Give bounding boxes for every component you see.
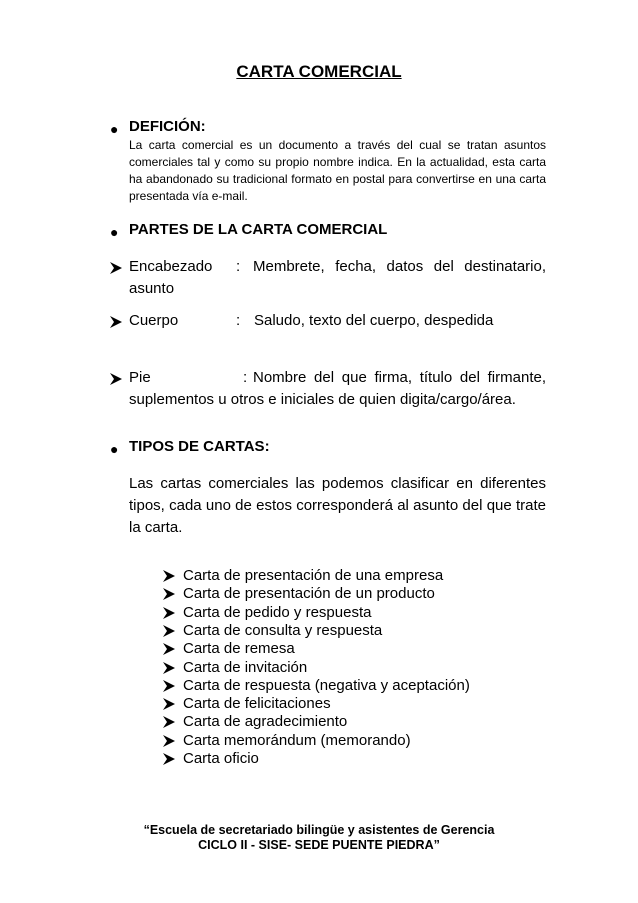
arrow-bullet-icon — [163, 625, 175, 637]
arrow-bullet-icon — [110, 262, 122, 274]
arrow-bullet-icon — [163, 570, 175, 582]
tipo-label: Carta de presentación de una empresa — [183, 567, 444, 584]
tipo-label: Carta de felicitaciones — [183, 695, 331, 713]
footer-line1: “Escuela de secretariado bilingüe y asistentes de Gerencia — [143, 823, 495, 837]
parte-cuerpo-label: Cuerpo — [129, 312, 179, 329]
arrow-bullet-icon — [163, 662, 175, 674]
parte-encabezado-sep: : — [236, 258, 241, 275]
footer-line2: CICLO II - SISE- SEDE PUENTE PIEDRA” — [198, 838, 440, 852]
bullet-dot: ● — [110, 224, 119, 240]
page-title: CARTA COMERCIAL — [236, 62, 402, 81]
tipos-heading: TIPOS DE CARTAS: — [129, 438, 270, 455]
bullet-dot: ● — [110, 441, 119, 457]
arrow-bullet-icon — [163, 753, 175, 765]
tipos-intro: Las cartas comerciales las podemos clasificar en diferentes tipos, cada uno de estos corresponderá al asunto del que trate la carta. — [129, 475, 546, 536]
tipo-label: Carta de invitación — [183, 658, 308, 676]
arrow-bullet-icon — [163, 735, 175, 747]
arrow-bullet-icon — [110, 373, 122, 385]
arrow-bullet-icon — [163, 643, 175, 655]
tipo-label: Carta de pedido y respuesta — [183, 603, 372, 621]
parte-pie-sep: : — [243, 369, 248, 386]
partes-heading: PARTES DE LA CARTA COMERCIAL — [129, 221, 388, 238]
arrow-bullet-icon — [163, 698, 175, 710]
definicion-text: La carta comercial es un documento a través del cual se tratan asuntos comerciales tal y como su propio nombre indica. En la actualidad, esta carta ha abandonado su tradicional formato en postal para convertirse en una carta presentada vía e-mail. — [129, 138, 546, 203]
definicion-heading: DEFICIÓN: — [129, 118, 206, 135]
parte-cuerpo-desc: Saludo, texto del cuerpo, despedida — [254, 312, 494, 329]
arrow-bullet-icon — [110, 316, 122, 328]
arrow-bullet-icon — [163, 588, 175, 600]
arrow-bullet-icon — [163, 716, 175, 728]
tipo-label: Carta de agradecimiento — [183, 713, 348, 731]
tipo-label: Carta oficio — [183, 750, 259, 767]
parte-encabezado-desc: Membrete, fecha, datos del destinatario, asunto — [129, 258, 546, 297]
arrow-bullet-icon — [163, 607, 175, 619]
parte-pie-label: Pie — [129, 369, 151, 386]
parte-encabezado-label: Encabezado — [129, 258, 213, 275]
tipo-label: Carta de consulta y respuesta — [183, 621, 383, 639]
tipo-label: Carta de remesa — [183, 640, 295, 658]
tipo-label: Carta de respuesta (negativa y aceptación) — [183, 676, 470, 694]
parte-cuerpo-sep: : — [236, 312, 241, 329]
tipo-label: Carta de presentación de un producto — [183, 585, 435, 603]
parte-pie-desc: Nombre del que firma, título del firmante, suplementos u otros e iniciales de quien digita/cargo/área. — [129, 369, 546, 408]
tipo-label: Carta memorándum (memorando) — [183, 731, 411, 749]
arrow-bullet-icon — [163, 680, 175, 692]
bullet-dot: ● — [110, 121, 119, 137]
